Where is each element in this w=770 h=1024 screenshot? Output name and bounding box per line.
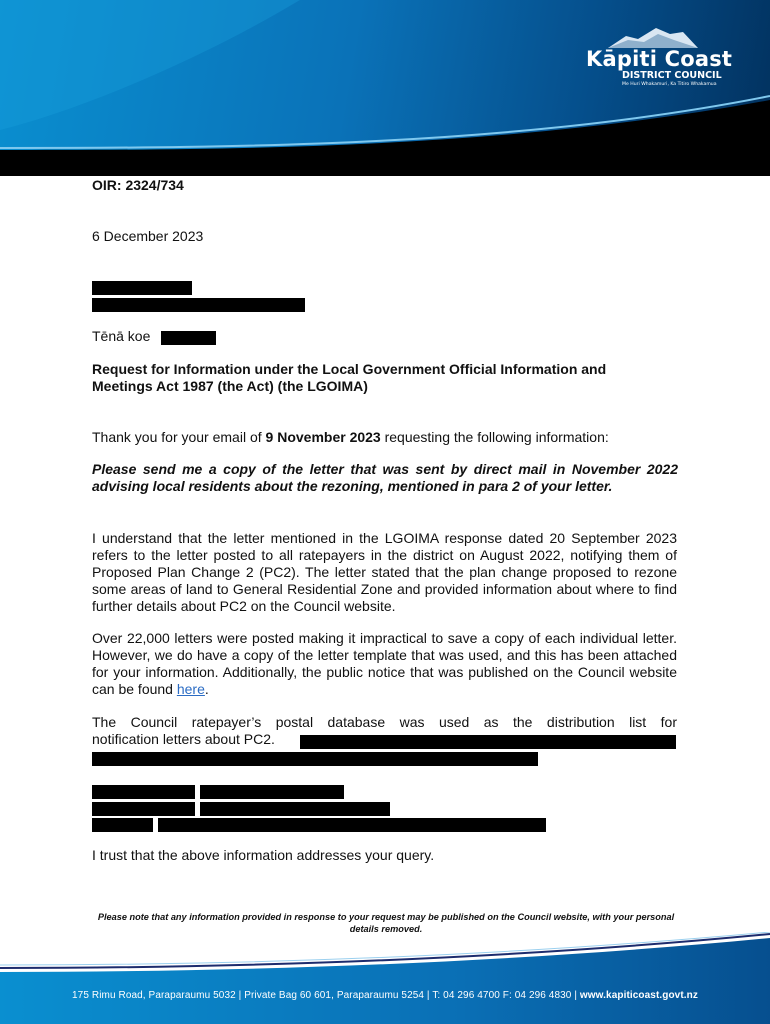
subject-heading bbox=[92, 361, 680, 395]
intro-before: Thank you for your email of bbox=[92, 429, 266, 445]
footer-swoosh bbox=[0, 932, 770, 1024]
paragraph-2 bbox=[92, 630, 677, 698]
footer-website[interactable]: www.kapiticoast.govt.nz bbox=[579, 990, 698, 1001]
redacted-block bbox=[200, 802, 390, 816]
here-link[interactable]: here bbox=[176, 681, 205, 697]
reference-number: OIR: 2324/734 bbox=[92, 177, 184, 193]
footer-banner bbox=[0, 932, 770, 1024]
footer-address: 175 Rimu Road, Paraparaumu 5032 | Private Bag 60 601, Paraparaumu 5254 | T: 04 296 4700 F: 04 296 4830 | bbox=[72, 990, 580, 1001]
logo-name: Kāpiti Coast bbox=[586, 47, 733, 71]
redacted-block bbox=[200, 785, 344, 799]
mountain-icon bbox=[608, 26, 698, 48]
council-logo bbox=[586, 26, 736, 88]
closing-line: I trust that the above information addresses your query. bbox=[92, 847, 435, 863]
redacted-block bbox=[300, 735, 676, 749]
paragraph-3-line: The Council ratepayer’s postal database was used as the distribution list for bbox=[92, 714, 677, 730]
greeting bbox=[92, 328, 150, 344]
letter-date: 6 December 2023 bbox=[92, 228, 204, 244]
redacted-block bbox=[92, 298, 305, 312]
paragraph-2-text: Over 22,000 letters were posted making it impractical to save a copy of each individual letter. However, we do have a copy of the letter template that was used, and this has been attached for your information. Additionally, the public notice that was published on the Council website can be found bbox=[92, 630, 677, 697]
redacted-block bbox=[158, 818, 546, 832]
greeting-text: Tēnā koe bbox=[92, 328, 151, 344]
paragraph-1: I understand that the letter mentioned in the LGOIMA response dated 20 September 2023 refers to the letter posted to all ratepayers in the district on August 2022, notifying them of Proposed Plan Change 2 (PC2). The letter stated that the plan change proposed to rezone some areas of land to General Residential Zone and provided information about where to find further details about PC2 on the Council website. bbox=[92, 530, 677, 614]
header-banner bbox=[0, 0, 770, 176]
intro-paragraph bbox=[92, 429, 609, 445]
logo-motto: Me Huri Whakamuri, Ka Titiro Whakamua bbox=[622, 82, 717, 87]
redacted-block bbox=[92, 281, 192, 295]
privacy-note: Please note that any information provided in response to your request may be published on the Council website, with your personal details removed. bbox=[97, 912, 675, 934]
logo-subtitle: DISTRICT COUNCIL bbox=[622, 70, 722, 81]
paragraph-2-end: . bbox=[204, 681, 209, 697]
redacted-block bbox=[92, 752, 538, 766]
request-quote: Please send me a copy of the letter that was sent by direct mail in November 2022 advising local residents about the rezoning, mentioned in para 2 of your letter. bbox=[92, 461, 678, 494]
redacted-block bbox=[92, 818, 153, 832]
redacted-block bbox=[92, 785, 195, 799]
subject-line: Request for Information under the Local Government Official Information and bbox=[92, 361, 607, 377]
footer-contact bbox=[0, 990, 770, 1001]
intro-date: 9 November 2023 bbox=[265, 429, 381, 445]
intro-after: requesting the following information: bbox=[380, 429, 609, 445]
subject-line: Meetings Act 1987 (the Act) (the LGOIMA) bbox=[92, 378, 368, 394]
redacted-block bbox=[161, 331, 216, 345]
redacted-block bbox=[92, 802, 195, 816]
paragraph-3-line: notification letters about PC2. bbox=[92, 731, 275, 747]
